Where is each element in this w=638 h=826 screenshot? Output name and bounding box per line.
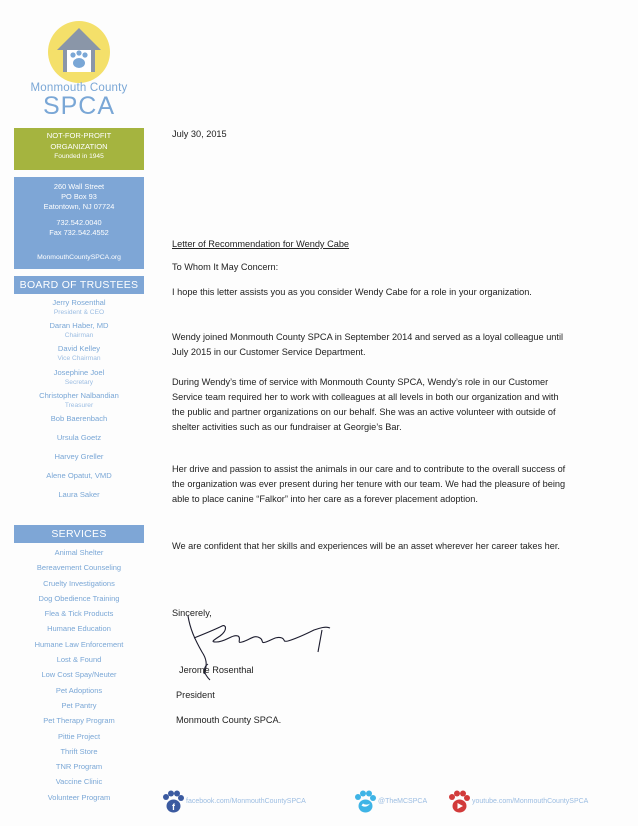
trustee-name: Laura Saker <box>58 489 100 499</box>
letter-closing: Sincerely, <box>172 608 212 618</box>
trustee-role: Treasurer <box>64 401 94 409</box>
trustees-heading: BOARD OF TRUSTEES <box>14 276 144 294</box>
trustee-name: Christopher Nalbandian <box>39 390 119 400</box>
trustee-item <box>14 452 144 471</box>
service-item: TNR Program <box>55 762 103 772</box>
trustee-name: Ursula Goetz <box>56 432 102 442</box>
website-link[interactable]: MonmouthCountySPCA.org <box>37 254 121 261</box>
trustee-name: Bob Baerenbach <box>50 413 108 423</box>
address-line-3: Eatontown, NJ 07724 <box>43 202 115 211</box>
service-item: Animal Shelter <box>54 548 104 557</box>
service-item: Humane Law Enforcement <box>34 639 124 649</box>
service-item: Bereavement Counseling <box>36 563 122 573</box>
letter-paragraph: Wendy joined Monmouth County SPCA in September 2014 and served as a loyal colleague until July 2015 in our Customer Service Department. <box>172 332 564 357</box>
org-name: SPCA <box>42 92 116 120</box>
trustee-name: Jerry Rosenthal <box>52 298 106 307</box>
letter-subject: Letter of Recommendation for Wendy Cabe <box>172 239 350 249</box>
trustee-role: Chairman <box>64 332 94 340</box>
services-list <box>14 545 144 805</box>
trustee-role: Vice Chairman <box>57 355 101 363</box>
trustee-name: Alene Opatut, VMD <box>46 470 112 480</box>
founded-text: Founded in 1945 <box>54 153 104 160</box>
service-item: Dog Obedience Training <box>38 593 120 603</box>
service-item: Humane Education <box>47 624 111 634</box>
contact-box <box>14 177 144 269</box>
twitter-paw-icon[interactable] <box>354 790 376 814</box>
service-item: Lost & Found <box>56 655 102 665</box>
nonprofit-box <box>14 128 144 170</box>
letter-paragraph: Her drive and passion to assist the animals in our care and to contribute to the overall success of the organization was ever present during her tenure with our team. We had the pleasure of being able to place canine “Falkor” into her care as a forever placement adoption. <box>172 464 566 504</box>
trustees-list <box>14 298 144 509</box>
signer-organization: Monmouth County SPCA. <box>176 715 282 725</box>
nonprofit-line-1: NOT-FOR-PROFIT <box>46 131 112 140</box>
letter-salutation: To Whom It May Concern: <box>172 262 279 272</box>
trustee-item <box>14 391 144 414</box>
service-item: Pet Pantry <box>61 700 97 710</box>
facebook-paw-icon[interactable] <box>162 790 184 814</box>
service-item: Vaccine Clinic <box>55 777 103 787</box>
svg-text:f: f <box>172 802 175 812</box>
signer-name: Jerome Rosenthal <box>179 665 254 675</box>
trustee-item <box>14 490 144 509</box>
service-item: Volunteer Program <box>47 792 111 802</box>
letter-date: July 30, 2015 <box>172 129 227 139</box>
trustee-name: Josephine Joel <box>53 367 105 377</box>
service-item: Cruelty Investigations <box>43 578 115 588</box>
trustee-item <box>14 344 144 367</box>
service-item: Pet Adoptions <box>55 685 103 695</box>
trustee-name: Harvey Greller <box>54 451 104 461</box>
trustee-role: Secretary <box>64 378 94 386</box>
signer-title: President <box>176 690 215 700</box>
service-item: Pittie Project <box>57 731 101 741</box>
letterhead-sidebar <box>14 0 144 826</box>
nonprofit-line-2: ORGANIZATION <box>50 141 108 151</box>
trustee-name: David Kelley <box>57 344 101 354</box>
youtube-link[interactable]: youtube.com/MonmouthCountySPCA <box>472 798 589 805</box>
letter-paragraph: We are confident that her skills and experiences will be an asset wherever her career takes her. <box>172 541 560 551</box>
trustee-item <box>14 298 144 321</box>
trustee-role: President & CEO <box>53 309 105 316</box>
fax-number: Fax 732.542.4552 <box>49 228 109 237</box>
letter-paragraph: I hope this letter assists you as you consider Wendy Cabe for a role in your organization. <box>172 287 532 297</box>
services-heading: SERVICES <box>14 525 144 543</box>
service-item: Low Cost Spay/Neuter <box>41 670 117 680</box>
service-item: Flea & Tick Products <box>44 609 114 619</box>
trustee-name: Daran Haber, MD <box>49 321 109 331</box>
trustee-item <box>14 414 144 433</box>
trustee-item <box>14 321 144 344</box>
facebook-link[interactable]: facebook.com/MonmouthCountySPCA <box>186 798 306 805</box>
spca-logo-house-paw-icon <box>43 14 115 84</box>
address-line-1: 260 Wall Street <box>53 182 105 191</box>
twitter-handle-link[interactable]: @TheMCSPCA <box>378 798 428 805</box>
letter-paragraph: During Wendy’s time of service with Monmouth County SPCA, Wendy’s role in our Customer Service team required her to work with colleagues at all levels in both our organization and with the public and partner organizations on our behalf. She was an active volunteer with outside of shelter activities such as our fundraiser at Georgie’s Bar. <box>172 377 559 432</box>
phone-number: 732.542.0040 <box>56 218 102 227</box>
service-item: Thrift Store <box>60 746 98 756</box>
service-item: Pet Therapy Program <box>43 716 115 726</box>
social-footer <box>148 790 628 820</box>
trustee-item <box>14 433 144 452</box>
org-county: Monmouth County <box>30 82 128 94</box>
trustee-item <box>14 471 144 490</box>
youtube-paw-icon[interactable] <box>448 790 470 814</box>
address-line-2: PO Box 93 <box>61 192 97 201</box>
trustee-item <box>14 368 144 391</box>
